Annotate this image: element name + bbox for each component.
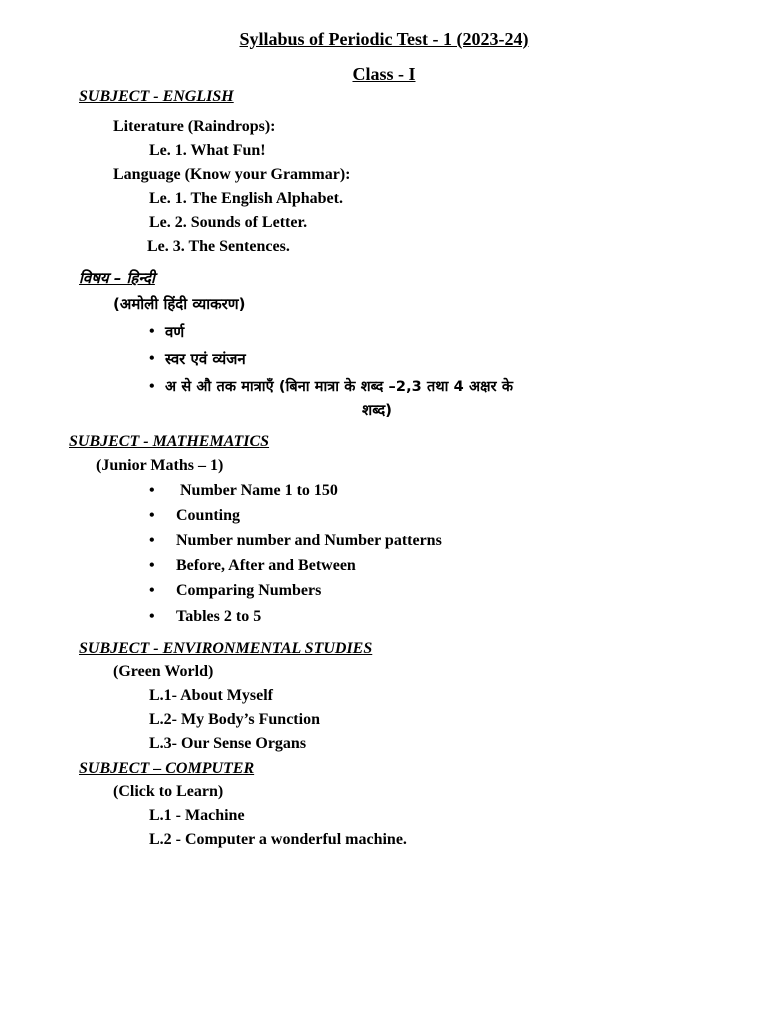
maths-item: Tables 2 to 5 [176, 608, 262, 625]
computer-book-title: (Click to Learn) [113, 783, 224, 800]
maths-item: Number Name 1 to 150 [180, 482, 338, 499]
subject-maths-heading: SUBJECT - MATHEMATICS [69, 433, 270, 450]
hindi-item: वर्ण [165, 323, 185, 341]
maths-item: Counting [176, 507, 241, 524]
maths-item: Number number and Number patterns [176, 532, 442, 549]
hindi-item: स्वर एवं व्यंजन [165, 350, 246, 368]
evs-book-title: (Green World) [113, 663, 214, 680]
english-literature-item: Le. 1. What Fun! [149, 142, 266, 159]
bullet-icon: • [149, 507, 155, 524]
bullet-icon: • [149, 350, 155, 367]
bullet-icon: • [149, 608, 155, 625]
hindi-item-continued: शब्द) [362, 401, 393, 419]
english-language-label: Language (Know your Grammar): [113, 166, 351, 183]
bullet-icon: • [149, 532, 155, 549]
subject-hindi-heading: विषय – हिन्दी [79, 269, 155, 287]
page-title: Syllabus of Periodic Test - 1 (2023-24) [239, 29, 529, 49]
evs-item: L.3- Our Sense Organs [149, 735, 307, 752]
maths-item: Comparing Numbers [176, 582, 322, 599]
evs-item: L.2- My Body’s Function [149, 711, 320, 728]
english-language-item: Le. 1. The English Alphabet. [149, 190, 343, 207]
subject-english-heading: SUBJECT - ENGLISH [79, 88, 234, 105]
subject-evs-heading: SUBJECT - ENVIRONMENTAL STUDIES [79, 640, 373, 657]
english-language-item: Le. 3. The Sentences. [147, 238, 290, 255]
computer-item: L.1 - Machine [149, 807, 245, 824]
maths-book-title: (Junior Maths – 1) [96, 457, 224, 474]
bullet-icon: • [149, 482, 155, 499]
computer-item: L.2 - Computer a wonderful machine. [149, 831, 407, 848]
evs-item: L.1- About Myself [149, 687, 273, 704]
subject-computer-heading: SUBJECT – COMPUTER [79, 760, 255, 777]
bullet-icon: • [149, 323, 155, 340]
english-literature-label: Literature (Raindrops): [113, 118, 276, 135]
bullet-icon: • [149, 582, 155, 599]
hindi-book-title: (अमोली हिंदी व्याकरण) [113, 295, 246, 313]
maths-item: Before, After and Between [176, 557, 356, 574]
english-language-item: Le. 2. Sounds of Letter. [149, 214, 308, 231]
hindi-item: अ से औ तक मात्राएँ (बिना मात्रा के शब्द –2,3 तथा 4 अक्षर के [165, 379, 514, 395]
bullet-icon: • [149, 378, 155, 395]
bullet-icon: • [149, 557, 155, 574]
class-heading: Class - I [352, 64, 416, 84]
